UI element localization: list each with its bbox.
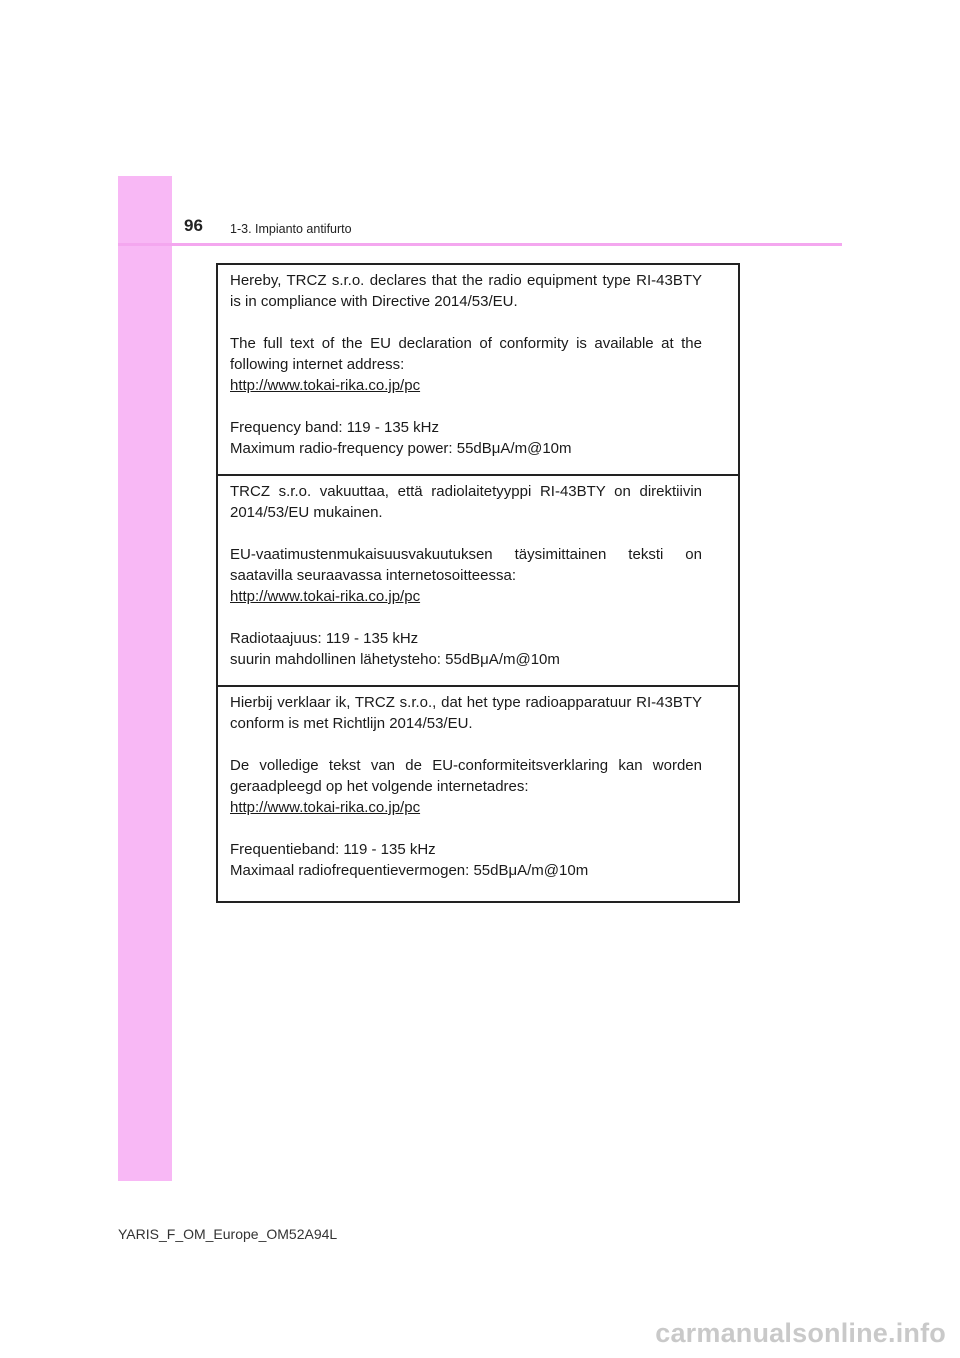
max-power: Maximum radio-frequency power: 55dBμA/m@10m [230,440,572,457]
declaration-intro: The full text of the EU declaration of conformity is available at the following internet address: [230,335,702,373]
declaration-paragraph [230,333,702,396]
section-title: 1-3. Impianto antifurto [230,222,352,236]
max-power: suurin mahdollinen lähetysteho: 55dBμA/m@10m [230,651,560,668]
compliance-statement: TRCZ s.r.o. vakuuttaa, että radiolaitetyyppi RI-43BTY on direktiivin 2014/53/EU mukainen. [230,483,702,521]
frequency-band: Frequency band: 119 - 135 kHz [230,419,440,436]
declaration-intro: EU-vaatimustenmukaisuusvakuutuksen täysimittainen teksti on saatavilla seuraavassa internetosoitteessa: [230,546,702,584]
declaration-link[interactable]: http://www.tokai-rika.co.jp/pc [230,588,421,605]
notice-dutch [218,685,738,901]
declaration-link[interactable]: http://www.tokai-rika.co.jp/pc [230,799,421,816]
compliance-statement: Hierbij verklaar ik, TRCZ s.r.o., dat het type radioapparatuur RI-43BTY conform is met Richtlijn 2014/53/EU. [230,694,702,732]
notice-finnish [218,474,738,685]
max-power: Maximaal radiofrequentievermogen: 55dBμA/m@10m [230,862,589,879]
declaration-link[interactable]: http://www.tokai-rika.co.jp/pc [230,377,421,394]
watermark-text: carmanualsonline.info [655,1318,946,1348]
header-divider [118,243,842,246]
radio-specs [230,839,702,881]
page-number: 96 [184,216,203,235]
compliance-statement: Hereby, TRCZ s.r.o. declares that the radio equipment type RI-43BTY is in compliance with Directive 2014/53/EU. [230,272,702,310]
radio-compliance-box [216,263,740,903]
declaration-paragraph [230,544,702,607]
radio-specs [230,628,702,670]
notice-english [218,265,738,474]
radio-specs [230,417,702,459]
declaration-intro: De volledige tekst van de EU-conformiteitsverklaring kan worden geraadpleegd op het volgende internetadres: [230,757,702,795]
frequency-band: Radiotaajuus: 119 - 135 kHz [230,630,419,647]
frequency-band: Frequentieband: 119 - 135 kHz [230,841,436,858]
side-color-band [118,176,172,1181]
document-code: YARIS_F_OM_Europe_OM52A94L [118,1226,338,1242]
declaration-paragraph [230,755,702,818]
